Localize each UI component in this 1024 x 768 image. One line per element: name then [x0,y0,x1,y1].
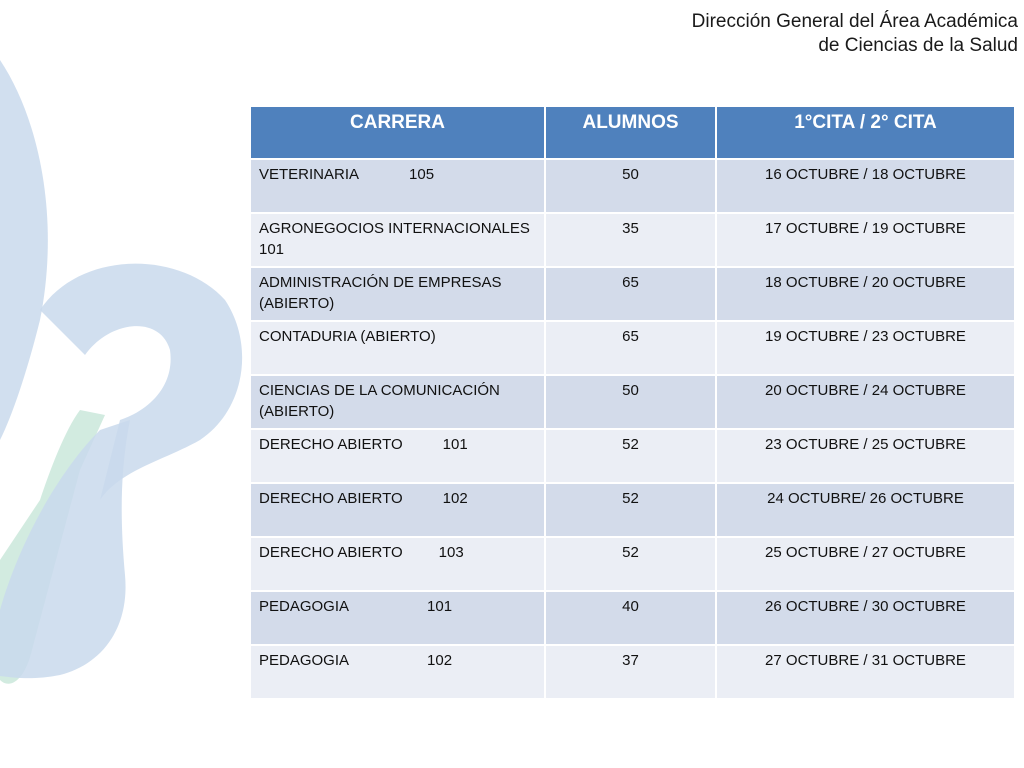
career-name: VETERINARIA [259,166,360,183]
cell-carrera [250,591,545,645]
career-group: 102 [442,490,468,507]
institution-header [692,10,1018,58]
cell-alumnos: 37 [545,645,716,699]
cell-alumnos: 52 [545,537,716,591]
career-group: 101 [259,241,285,258]
appointments-table [249,105,1016,700]
cell-citas: 16 OCTUBRE / 18 OCTUBRE [716,159,1015,213]
career-name: DERECHO ABIERTO [259,544,403,561]
table-row [250,375,1015,429]
table-row [250,429,1015,483]
career-group: 101 [442,436,468,453]
cell-citas: 24 OCTUBRE/ 26 OCTUBRE [716,483,1015,537]
cell-citas: 20 OCTUBRE / 24 OCTUBRE [716,375,1015,429]
cell-alumnos: 65 [545,321,716,375]
career-group: 102 [427,652,453,669]
table-row [250,591,1015,645]
column-header-carrera: CARRERA [250,106,545,159]
career-name: AGRONEGOCIOS INTERNACIONALES [259,220,530,237]
table-row [250,537,1015,591]
table-row [250,213,1015,267]
cell-citas: 19 OCTUBRE / 23 OCTUBRE [716,321,1015,375]
cell-carrera [250,321,545,375]
table-row [250,267,1015,321]
cell-carrera [250,159,545,213]
column-header-alumnos: ALUMNOS [545,106,716,159]
cell-alumnos: 40 [545,591,716,645]
university-logo-watermark [0,0,260,768]
career-name: CONTADURIA (ABIERTO) [259,328,436,345]
cell-carrera [250,645,545,699]
career-group: 101 [427,598,453,615]
cell-carrera [250,483,545,537]
cell-citas: 25 OCTUBRE / 27 OCTUBRE [716,537,1015,591]
logo-leaf-top [0,60,48,440]
cell-citas: 17 OCTUBRE / 19 OCTUBRE [716,213,1015,267]
career-name: CIENCIAS DE LA COMUNICACIÓN (ABIERTO) [259,382,500,420]
cell-alumnos: 50 [545,375,716,429]
table-header-row [250,106,1015,159]
career-name: DERECHO ABIERTO [259,436,403,453]
table-row [250,483,1015,537]
cell-alumnos: 65 [545,267,716,321]
career-group: 105 [409,166,435,183]
table-row [250,159,1015,213]
cell-alumnos: 52 [545,483,716,537]
cell-carrera [250,267,545,321]
column-header-citas: 1°CITA / 2° CITA [716,106,1015,159]
cell-citas: 26 OCTUBRE / 30 OCTUBRE [716,591,1015,645]
table-row [250,321,1015,375]
career-name: ADMINISTRACIÓN DE EMPRESAS (ABIERTO) [259,274,502,312]
cell-citas: 27 OCTUBRE / 31 OCTUBRE [716,645,1015,699]
cell-carrera [250,375,545,429]
cell-carrera [250,429,545,483]
table-row [250,645,1015,699]
career-name: PEDAGOGIA [259,652,350,669]
career-name: DERECHO ABIERTO [259,490,403,507]
cell-alumnos: 35 [545,213,716,267]
header-line-2: de Ciencias de la Salud [818,35,1018,56]
cell-citas: 23 OCTUBRE / 25 OCTUBRE [716,429,1015,483]
cell-carrera [250,213,545,267]
career-name: PEDAGOGIA [259,598,350,615]
header-line-1: Dirección General del Área Académica [691,11,1018,32]
cell-alumnos: 52 [545,429,716,483]
cell-carrera [250,537,545,591]
career-group: 103 [438,544,464,561]
cell-citas: 18 OCTUBRE / 20 OCTUBRE [716,267,1015,321]
cell-alumnos: 50 [545,159,716,213]
